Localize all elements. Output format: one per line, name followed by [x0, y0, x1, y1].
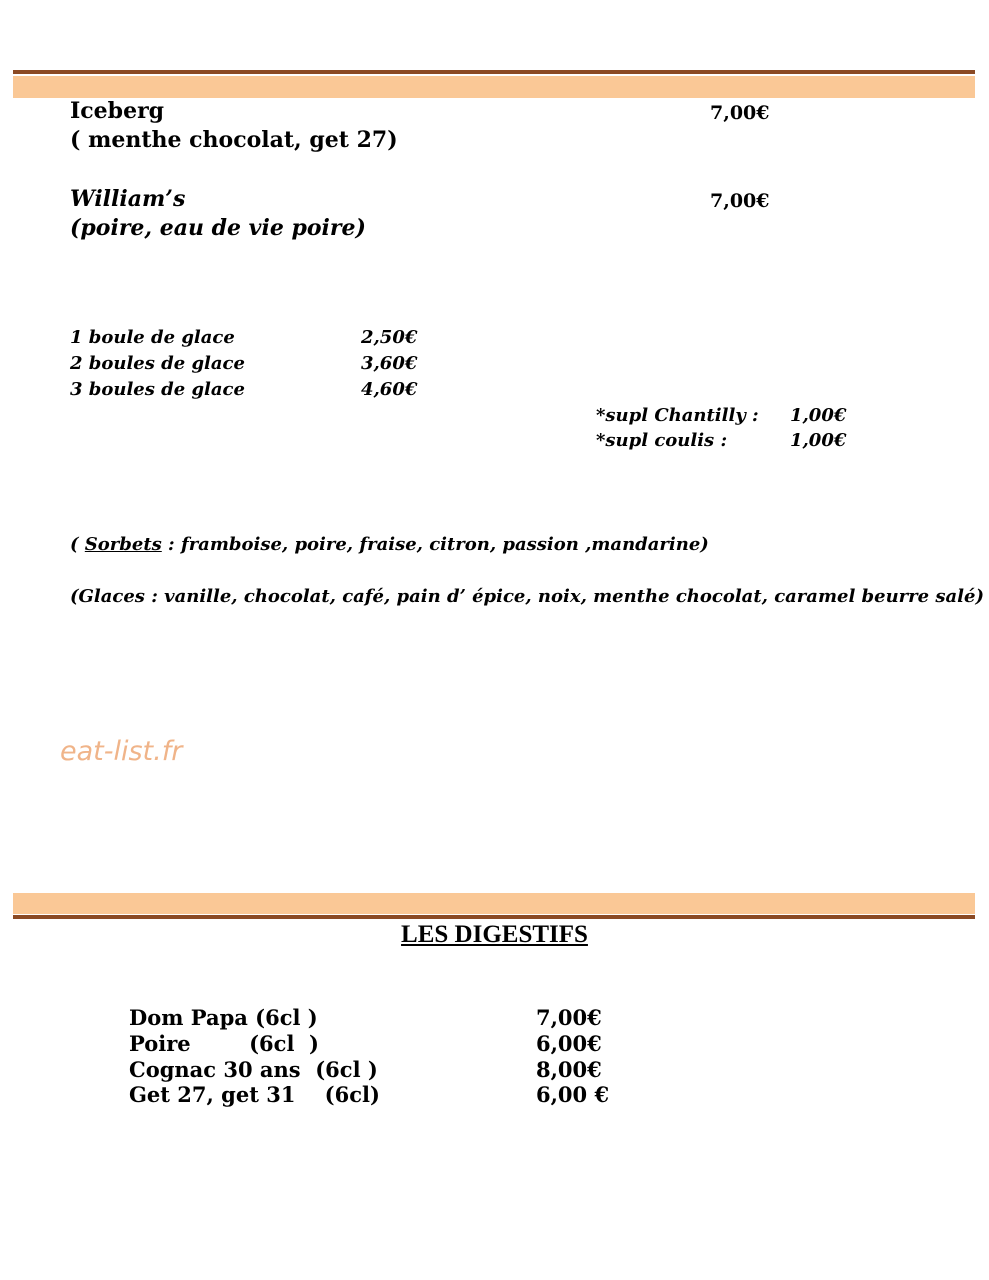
- digestif-name-dom-papa: Dom Papa (6cl ): [129, 1005, 318, 1030]
- sorbets-list: : framboise, poire, fraise, citron, passion ,mandarine): [161, 534, 709, 555]
- digestif-price-get: 6,00 €: [536, 1082, 610, 1107]
- supplement-label-coulis: *supl coulis :: [596, 430, 728, 451]
- dessert-desc-iceberg: ( menthe chocolat, get 27): [70, 127, 398, 153]
- digestif-price-cognac: 8,00€: [536, 1057, 602, 1082]
- digestif-price-dom-papa: 7,00€: [536, 1005, 602, 1030]
- digestifs-title: [0, 921, 989, 949]
- dessert-name-iceberg: Iceberg: [70, 98, 165, 124]
- scoop-label-2: 2 boules de glace: [70, 353, 245, 374]
- digestif-price-poire: 6,00€: [536, 1031, 602, 1056]
- supplement-label-chantilly: *supl Chantilly :: [596, 405, 759, 426]
- top-band-light: [13, 76, 975, 98]
- dessert-name-williams: William’s: [70, 186, 186, 212]
- watermark: eat-list.fr: [60, 736, 183, 767]
- sorbets-open: (: [70, 534, 85, 555]
- digestif-name-poire: Poire (6cl ): [129, 1031, 319, 1056]
- dessert-desc-williams: (poire, eau de vie poire): [70, 215, 366, 241]
- scoop-label-3: 3 boules de glace: [70, 379, 245, 400]
- dessert-price-iceberg: 7,00€: [710, 102, 770, 124]
- digestif-name-get: Get 27, get 31 (6cl): [129, 1082, 380, 1107]
- digestif-name-cognac: Cognac 30 ans (6cl ): [129, 1057, 378, 1082]
- scoop-label-1: 1 boule de glace: [70, 327, 235, 348]
- supplement-price-chantilly: 1,00€: [790, 405, 847, 426]
- glaces-line: (Glaces : vanille, chocolat, café, pain d’ épice, noix, menthe chocolat, caramel beurre salé): [70, 586, 984, 607]
- bottom-band-dark: [13, 915, 975, 919]
- sorbets-line: [70, 534, 709, 555]
- scoop-price-3: 4,60€: [361, 379, 418, 400]
- scoop-price-1: 2,50€: [361, 327, 418, 348]
- digestifs-title-text: LES DIGESTIFS: [401, 921, 588, 948]
- scoop-price-2: 3,60€: [361, 353, 418, 374]
- supplement-price-coulis: 1,00€: [790, 430, 847, 451]
- top-band-dark: [13, 70, 975, 74]
- dessert-price-williams: 7,00€: [710, 190, 770, 212]
- sorbets-word: Sorbets: [84, 534, 162, 555]
- bottom-band-light: [13, 893, 975, 914]
